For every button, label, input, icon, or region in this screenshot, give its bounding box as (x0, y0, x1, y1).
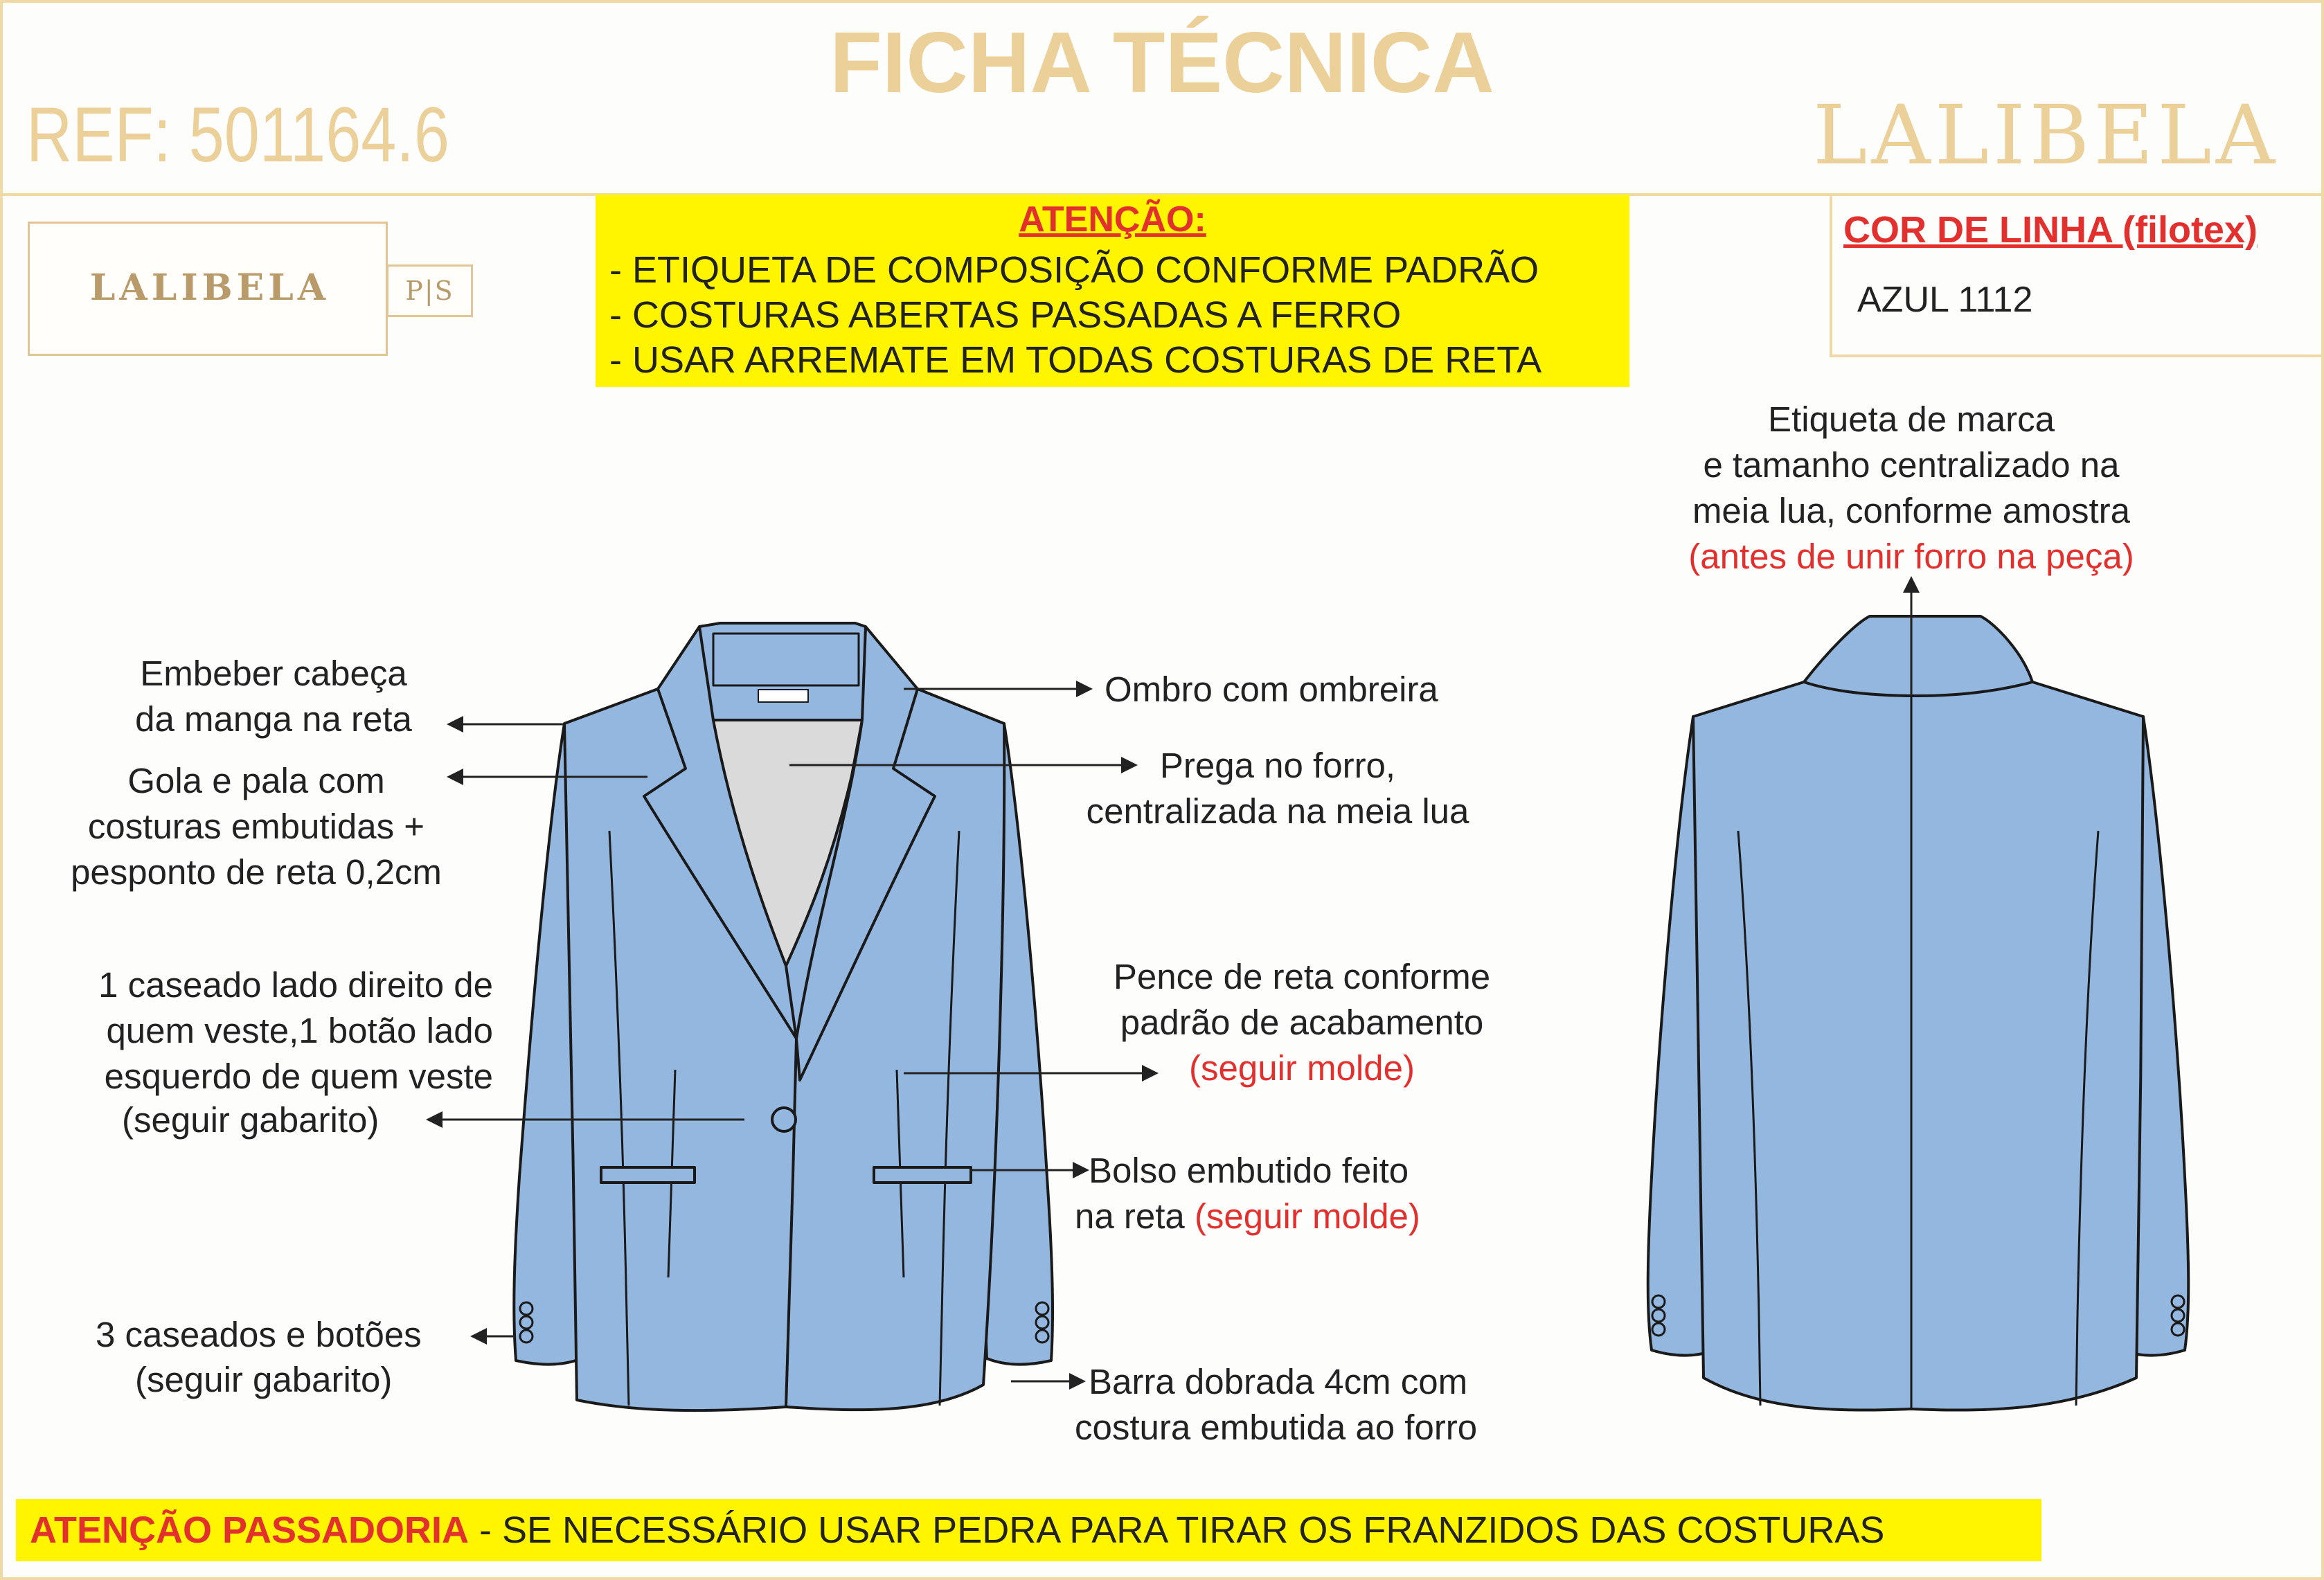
note-buttonhole (28, 962, 493, 1099)
note-buttonhole-ref: (seguir gabarito) (122, 1100, 379, 1140)
note-back-label-line-3: meia lua, conforme amostra (1692, 491, 2131, 530)
note-buttonhole-line-2: quem veste,1 botão lado (106, 1011, 493, 1050)
note-lining-line-2: centralizada na meia lua (1086, 791, 1469, 831)
pressing-warning-title: ATENÇÃO PASSADORIA (30, 1509, 470, 1551)
note-dart-ref: (seguir molde) (1189, 1048, 1415, 1088)
note-dart-line-2: padrão de acabamento (1120, 1003, 1484, 1042)
note-pocket-line-2 (1075, 1194, 1420, 1239)
note-shoulder: Ombro com ombreira (1105, 670, 1438, 709)
thread-color-title: COR DE LINHA (filotex) (1843, 209, 2258, 251)
note-hem-line-1: Barra dobrada 4cm com (1089, 1362, 1468, 1401)
note-cuff-ref: (seguir gabarito) (135, 1360, 393, 1399)
size-tag: P|S (386, 264, 473, 317)
page-title: FICHA TÉCNICA (830, 15, 1494, 111)
brand-logo: LALIBELA (1813, 87, 2279, 183)
pressing-warning-text: - SE NECESSÁRIO USAR PEDRA PARA TIRAR OS FRANZIDOS DAS COSTURAS (469, 1509, 1885, 1551)
note-lining (1053, 743, 1503, 834)
brand-label-text: LALIBELA (89, 267, 330, 309)
note-cuff: 3 caseados e botões (96, 1315, 422, 1354)
note-pocket-ref: (seguir molde) (1194, 1196, 1420, 1236)
front-collar-band (699, 623, 869, 720)
back-collar (1804, 616, 2032, 696)
back-body (1693, 682, 2143, 1410)
note-sleeve-head-line-2: da manga na reta (135, 699, 412, 739)
front-right-pocket (874, 1167, 971, 1183)
note-pocket-line-2-text: na reta (1075, 1196, 1185, 1236)
note-hem (1075, 1359, 1477, 1451)
note-sleeve-head-line-1: Embeber cabeça (140, 654, 407, 693)
note-dart-line-1: Pence de reta conforme (1113, 957, 1491, 996)
note-back-label-line-1: Etiqueta de marca (1768, 400, 2055, 439)
pressing-warning (16, 1499, 2041, 1561)
front-left-pocket (601, 1167, 695, 1183)
note-lining-line-1: Prega no forro, (1159, 746, 1396, 785)
note-collar-line-3: pesponto de reta 0,2cm (71, 852, 442, 892)
attention-title: ATENÇÃO: (1019, 199, 1206, 240)
front-button (772, 1108, 796, 1131)
attention-line-2: - COSTURAS ABERTAS PASSADAS A FERRO (609, 294, 1402, 336)
note-back-label (1614, 397, 2209, 580)
jacket-back (1648, 616, 2189, 1410)
note-sleeve-head (107, 651, 440, 742)
reference-code: REF: 501164.6 (26, 91, 449, 178)
jacket-front (514, 623, 1053, 1410)
note-hem-line-2: costura embutida ao forro (1075, 1408, 1478, 1447)
thread-color-value: AZUL 1112 (1857, 280, 2033, 320)
note-buttonhole-line-3: esquerdo de quem veste (104, 1057, 493, 1096)
attention-line-3: - USAR ARREMATE EM TODAS COSTURAS DE RETA (609, 339, 1542, 381)
note-collar-line-1: Gola e pala com (127, 761, 385, 800)
note-back-label-line-2: e tamanho centralizado na (1703, 445, 2120, 485)
note-collar (62, 758, 450, 895)
attention-line-1: - ETIQUETA DE COMPOSIÇÃO CONFORME PADRÃO (609, 249, 1539, 291)
note-buttonhole-line-1: 1 caseado lado direito de (98, 965, 493, 1005)
note-dart (1077, 954, 1527, 1091)
note-collar-line-2: costuras embutidas + (87, 807, 425, 846)
note-back-label-ref: (antes de unir forro na peça) (1688, 537, 2134, 576)
note-pocket-line-1: Bolso embutido feito (1089, 1151, 1409, 1190)
note-pocket (1075, 1148, 1420, 1239)
